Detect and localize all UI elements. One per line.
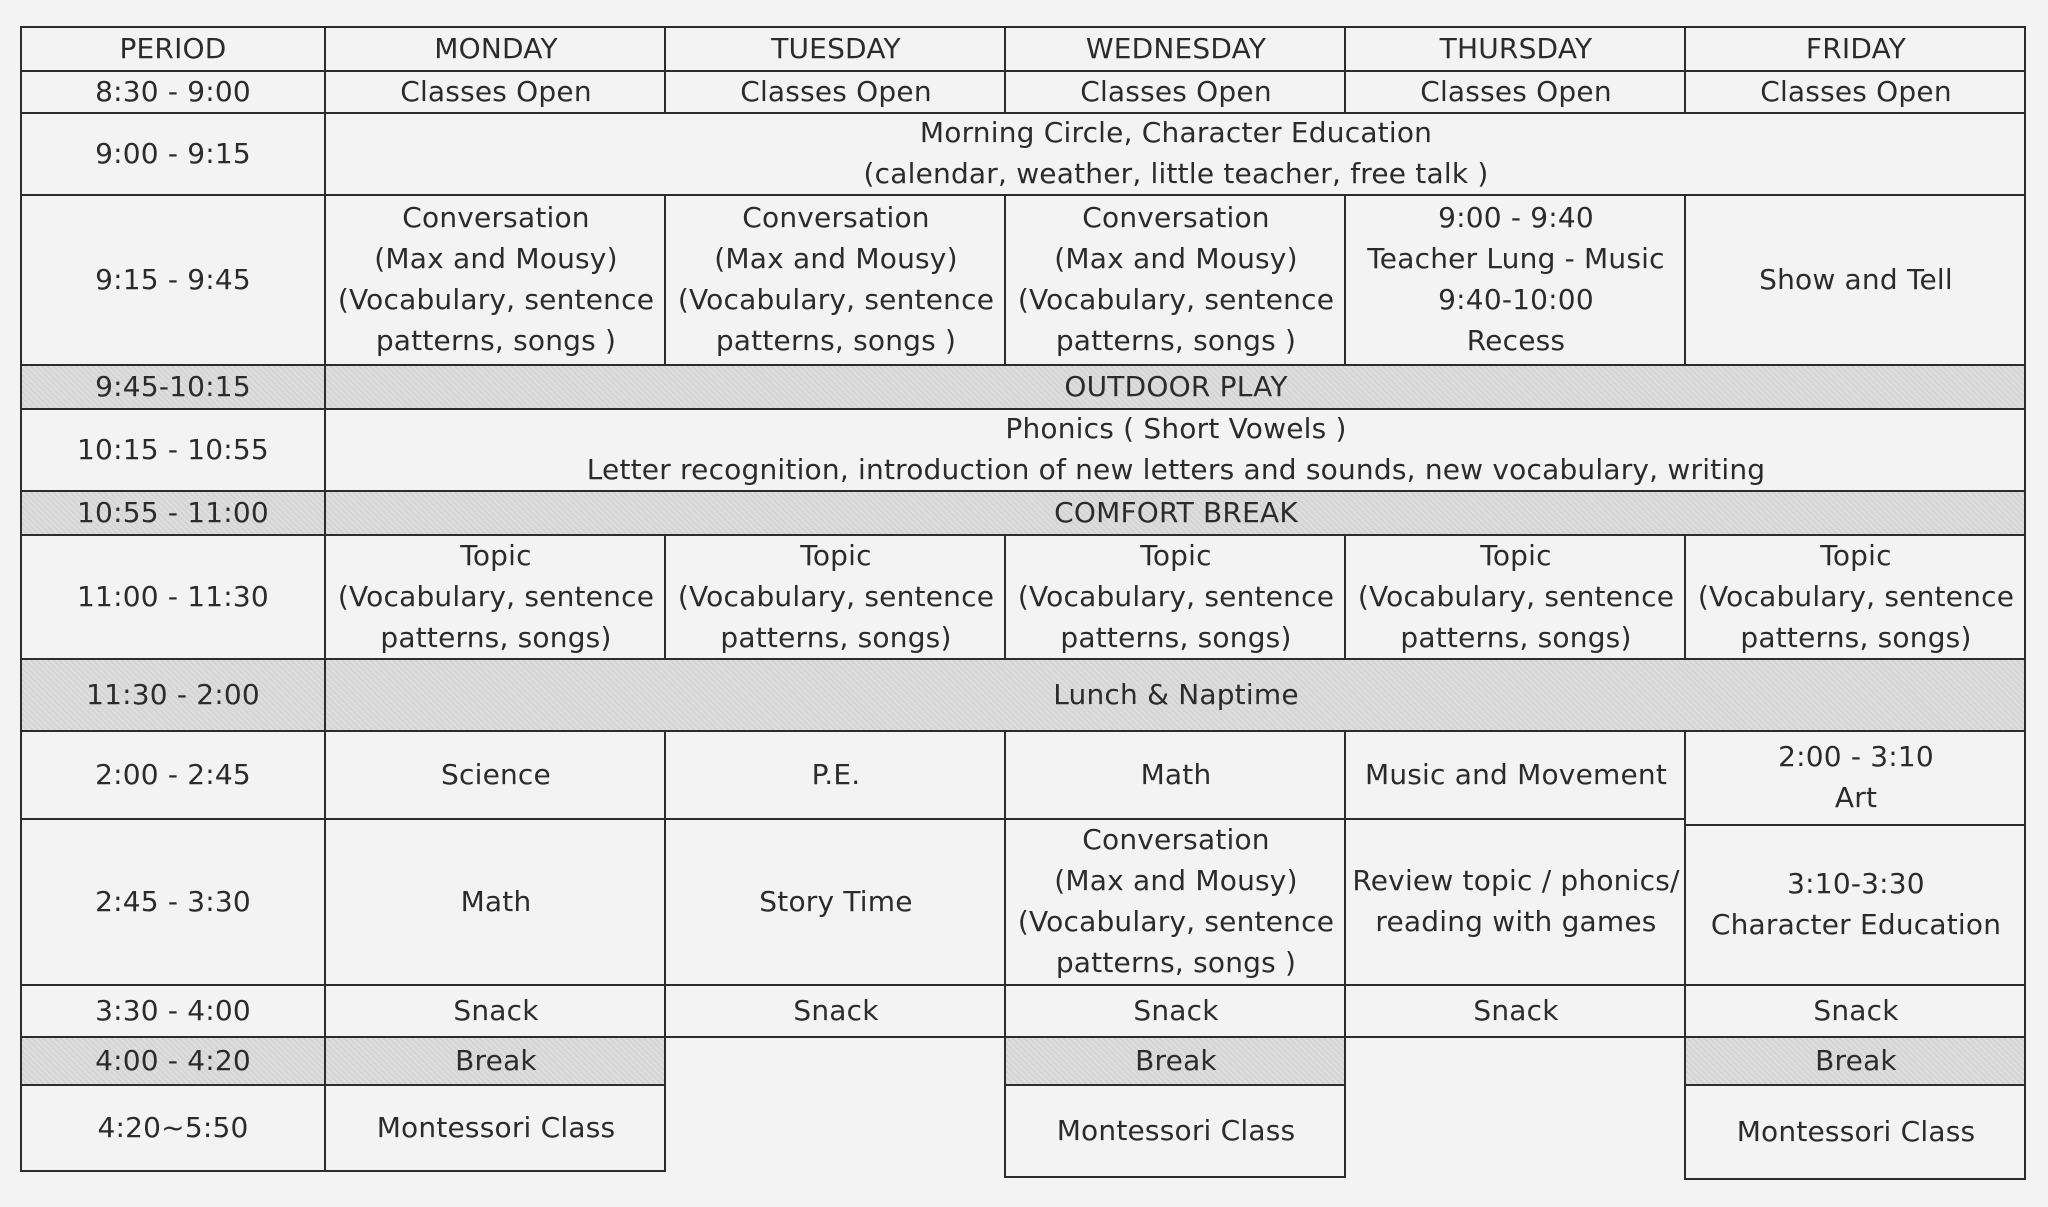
topic-cell: Topic (Vocabulary, sentence patterns, songs) — [337, 538, 655, 654]
snack-cell: Snack — [793, 993, 879, 1027]
snack-cell: Snack — [1813, 993, 1899, 1027]
schedule-cell: Math — [460, 884, 532, 918]
grid-line — [1686, 1178, 2026, 1180]
header-tuesday: TUESDAY — [771, 31, 901, 65]
snack-cell: Snack — [1133, 993, 1219, 1027]
header-friday: FRIDAY — [1805, 31, 1907, 65]
schedule-cell: Story Time — [759, 884, 913, 918]
break-cell: Break — [455, 1043, 537, 1077]
schedule-cell: Science — [441, 757, 551, 791]
friday-art-cell: 2:00 - 3:10 Art — [1778, 740, 1934, 814]
schedule-cell: Classes Open — [1080, 74, 1272, 108]
schedule-cell: Classes Open — [1420, 74, 1612, 108]
comfort-break-cell: COMFORT BREAK — [1054, 495, 1298, 529]
schedule-cell: Music and Movement — [1364, 757, 1668, 791]
phonics-cell: Phonics ( Short Vowels ) Letter recognition, introduction of new letters and sounds, new vocabulary, writing — [586, 412, 1766, 486]
header-wednesday: WEDNESDAY — [1085, 31, 1267, 65]
montessori-cell: Montessori Class — [376, 1110, 616, 1144]
time-cell: 2:00 - 2:45 — [95, 757, 251, 791]
break-cell: Break — [1135, 1043, 1217, 1077]
topic-cell: Topic (Vocabulary, sentence patterns, songs) — [1017, 538, 1335, 654]
schedule-cell: Classes Open — [1760, 74, 1952, 108]
conversation-cell: Conversation (Max and Mousy) (Vocabulary, sentence patterns, songs ) — [337, 201, 655, 357]
montessori-cell: Montessori Class — [1736, 1114, 1976, 1148]
time-cell: 11:00 - 11:30 — [77, 579, 269, 613]
review-cell: Review topic / phonics/ reading with games — [1352, 864, 1680, 938]
topic-cell: Topic (Vocabulary, sentence patterns, songs) — [1697, 538, 2015, 654]
schedule-cell: Math — [1140, 757, 1212, 791]
time-cell: 11:30 - 2:00 — [86, 677, 260, 711]
time-cell: 2:45 - 3:30 — [95, 884, 251, 918]
montessori-cell: Montessori Class — [1056, 1113, 1296, 1147]
snack-cell: Snack — [1473, 993, 1559, 1027]
grid-line — [1006, 1176, 1346, 1178]
friday-character-education-cell: 3:10-3:30 Character Education — [1710, 867, 2002, 941]
conversation-cell: Conversation (Max and Mousy) (Vocabulary, sentence patterns, songs ) — [1017, 823, 1335, 979]
time-cell: 4:20~5:50 — [97, 1110, 249, 1144]
snack-cell: Snack — [453, 993, 539, 1027]
thursday-music-recess-cell: 9:00 - 9:40 Teacher Lung - Music 9:40-10:00 Recess — [1367, 201, 1665, 357]
header-thursday: THURSDAY — [1439, 31, 1593, 65]
conversation-cell: Conversation (Max and Mousy) (Vocabulary, sentence patterns, songs ) — [1017, 201, 1335, 357]
show-and-tell-cell: Show and Tell — [1759, 262, 1953, 296]
topic-cell: Topic (Vocabulary, sentence patterns, songs) — [677, 538, 995, 654]
time-cell: 10:15 - 10:55 — [77, 432, 269, 466]
time-cell: 8:30 - 9:00 — [95, 74, 251, 108]
lunch-naptime-cell: Lunch & Naptime — [1053, 677, 1299, 711]
time-cell: 10:55 - 11:00 — [77, 495, 269, 529]
time-cell: 9:00 - 9:15 — [95, 136, 251, 170]
time-cell: 4:00 - 4:20 — [95, 1043, 251, 1077]
break-cell: Break — [1815, 1043, 1897, 1077]
header-period: PERIOD — [119, 31, 227, 65]
topic-cell: Topic (Vocabulary, sentence patterns, songs) — [1357, 538, 1675, 654]
time-cell: 9:45-10:15 — [95, 369, 251, 403]
conversation-cell: Conversation (Max and Mousy) (Vocabulary, sentence patterns, songs ) — [677, 201, 995, 357]
grid-line — [20, 1170, 666, 1172]
time-cell: 9:15 - 9:45 — [95, 262, 251, 296]
schedule-cell: Classes Open — [740, 74, 932, 108]
morning-circle-cell: Morning Circle, Character Education (calendar, weather, little teacher, free talk ) — [863, 116, 1489, 190]
time-cell: 3:30 - 4:00 — [95, 993, 251, 1027]
outdoor-play-cell: OUTDOOR PLAY — [1064, 369, 1288, 403]
schedule-cell: P.E. — [811, 757, 861, 791]
schedule-cell: Classes Open — [400, 74, 592, 108]
header-monday: MONDAY — [434, 31, 558, 65]
